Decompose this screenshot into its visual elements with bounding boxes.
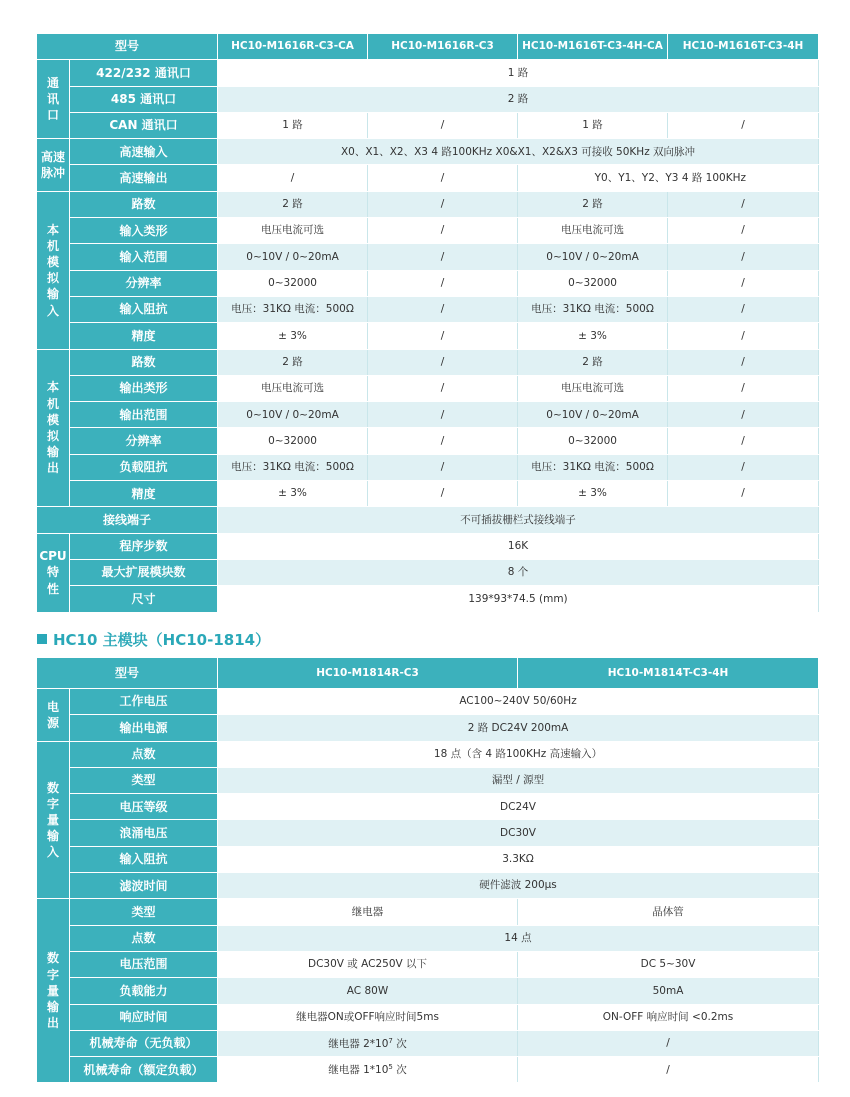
table-row xyxy=(37,586,819,612)
group-ain-label: 本 机 模 拟 输 入 xyxy=(46,222,59,318)
table-row xyxy=(37,349,819,375)
row-label: 输入阻抗 xyxy=(70,846,218,872)
cell-value: / xyxy=(518,1030,819,1056)
model-col-1: HC10-M1814R-C3 xyxy=(218,658,518,689)
model-col-3: HC10-M1616T-C3-4H-CA xyxy=(518,34,668,60)
cell-value: 0~10V / 0~20mA xyxy=(218,244,368,270)
row-label: 输出类形 xyxy=(70,375,218,401)
row-label: 422/232 通讯口 xyxy=(70,60,218,86)
cell-value: 2 路 xyxy=(218,86,819,112)
cell-value: / xyxy=(368,165,518,191)
cell-value: 0~32000 xyxy=(518,428,668,454)
cell-value: 139*93*74.5 (mm) xyxy=(218,586,819,612)
cell-value: 18 点（含 4 路100KHz 高速输入） xyxy=(218,741,819,767)
cell-value: 50mA xyxy=(518,978,819,1004)
cell-value: DC 5~30V xyxy=(518,951,819,977)
exponent: 7 xyxy=(388,1036,393,1045)
cell-value: / xyxy=(668,244,819,270)
table-row xyxy=(37,1057,819,1083)
cell-value: 2 路 xyxy=(218,191,368,217)
exponent: 5 xyxy=(388,1063,393,1071)
cell-value: / xyxy=(368,244,518,270)
cell-value: 0~32000 xyxy=(518,270,668,296)
section-title-text: HC10 主模块（HC10-1814） xyxy=(53,630,271,649)
group-dout-label: 数 字 量 输 出 xyxy=(46,951,59,1031)
header-row xyxy=(37,34,819,60)
cell-value: / xyxy=(668,323,819,349)
row-label: 接线端子 xyxy=(37,507,218,533)
cell-value: / xyxy=(668,112,819,138)
cell-value: 漏型 / 源型 xyxy=(218,767,819,793)
table-row xyxy=(37,820,819,846)
cell-value: 14 点 xyxy=(218,925,819,951)
row-label: 输出范围 xyxy=(70,402,218,428)
cell-value: 电压：31KΩ 电流：500Ω xyxy=(518,296,668,322)
cell-value: / xyxy=(668,375,819,401)
cell-value: / xyxy=(368,112,518,138)
value-text: 继电器 1*10 xyxy=(328,1064,389,1076)
row-label: 电压范围 xyxy=(70,951,218,977)
table-row xyxy=(37,165,819,191)
cell-value: 电压电流可选 xyxy=(218,218,368,244)
table-row xyxy=(37,533,819,559)
cell-value: 电压电流可选 xyxy=(518,375,668,401)
cell-value: 电压：31KΩ 电流：500Ω xyxy=(218,454,368,480)
group-cpu-label: CPU 特 性 xyxy=(39,549,67,596)
row-label: 浪涌电压 xyxy=(70,820,218,846)
cell-value: X0、X1、X2、X3 4 路100KHz X0&X1、X2&X3 可接收 50KHz 双向脉冲 xyxy=(218,139,819,165)
row-label: 机械寿命（无负载） xyxy=(70,1030,218,1056)
table-row xyxy=(37,402,819,428)
table-row xyxy=(37,715,819,741)
model-label: 型号 xyxy=(37,34,218,60)
model-col-4: HC10-M1616T-C3-4H xyxy=(668,34,819,60)
cell-value: 3.3KΩ xyxy=(218,846,819,872)
cell-value: 继电器 xyxy=(218,899,518,925)
spec-table-1814 xyxy=(36,657,819,1083)
cell-value: 电压电流可选 xyxy=(218,375,368,401)
cell-value: 2 路 xyxy=(518,191,668,217)
model-col-2: HC10-M1814T-C3-4H xyxy=(518,658,819,689)
cell-value: ± 3% xyxy=(218,481,368,507)
cell-value: 1 路 xyxy=(218,60,819,86)
table-row xyxy=(37,1030,819,1056)
cell-value: 晶体管 xyxy=(518,899,819,925)
cell-value: 0~10V / 0~20mA xyxy=(518,402,668,428)
group-analog-input xyxy=(37,191,70,349)
group-cpu xyxy=(37,533,70,612)
row-label: 高速输入 xyxy=(70,139,218,165)
cell-value: AC100~240V 50/60Hz xyxy=(218,689,819,715)
table-row xyxy=(37,846,819,872)
value-suffix: 次 xyxy=(392,1064,407,1076)
cell-value: / xyxy=(368,296,518,322)
cell-value: 0~32000 xyxy=(218,428,368,454)
cell-value: 0~10V / 0~20mA xyxy=(218,402,368,428)
row-label: 工作电压 xyxy=(70,689,218,715)
group-digital-input xyxy=(37,741,70,899)
table-row xyxy=(37,741,819,767)
cell-value: / xyxy=(668,402,819,428)
cell-value: 电压：31KΩ 电流：500Ω xyxy=(518,454,668,480)
table-row xyxy=(37,375,819,401)
table-row xyxy=(37,86,819,112)
cell-value: 2 路 xyxy=(518,349,668,375)
cell-value: / xyxy=(368,218,518,244)
group-power-label: 电 源 xyxy=(46,699,59,730)
cell-value: / xyxy=(368,349,518,375)
cell-value: 2 路 xyxy=(218,349,368,375)
table-row xyxy=(37,873,819,899)
cell-value xyxy=(218,1057,518,1083)
group-pulse-label: 高速 脉冲 xyxy=(40,149,65,180)
cell-value: Y0、Y1、Y2、Y3 4 路 100KHz xyxy=(518,165,819,191)
cell-value: / xyxy=(518,1057,819,1083)
cell-value: 0~10V / 0~20mA xyxy=(518,244,668,270)
cell-value: ± 3% xyxy=(518,323,668,349)
row-label: 最大扩展模块数 xyxy=(70,559,218,585)
row-label: 精度 xyxy=(70,481,218,507)
cell-value: / xyxy=(668,296,819,322)
group-comm-label: 通 讯 口 xyxy=(46,75,59,123)
cell-value: / xyxy=(368,375,518,401)
cell-value: 0~32000 xyxy=(218,270,368,296)
group-analog-output xyxy=(37,349,70,507)
spec-table-1616 xyxy=(36,33,819,613)
row-label: 点数 xyxy=(70,925,218,951)
table-row xyxy=(37,191,819,217)
row-label: 分辨率 xyxy=(70,428,218,454)
cell-value: / xyxy=(368,428,518,454)
cell-value: / xyxy=(668,481,819,507)
cell-value: 1 路 xyxy=(518,112,668,138)
row-label: 负载阻抗 xyxy=(70,454,218,480)
cell-value: / xyxy=(668,454,819,480)
square-bullet-icon xyxy=(37,634,47,644)
cell-value xyxy=(218,1030,518,1056)
cell-value: 16K xyxy=(218,533,819,559)
cell-value: 电压电流可选 xyxy=(518,218,668,244)
cell-value: DC30V xyxy=(218,820,819,846)
cell-value: 8 个 xyxy=(218,559,819,585)
cell-value: 继电器ON或OFF响应时间5ms xyxy=(218,1004,518,1030)
row-label: 类型 xyxy=(70,767,218,793)
row-label: 机械寿命（额定负载） xyxy=(70,1057,218,1083)
table-row xyxy=(37,296,819,322)
table-row xyxy=(37,60,819,86)
cell-value: / xyxy=(218,165,368,191)
table-row xyxy=(37,951,819,977)
cell-value: / xyxy=(368,481,518,507)
row-label: 精度 xyxy=(70,323,218,349)
row-label: 尺寸 xyxy=(70,586,218,612)
row-label: CAN 通讯口 xyxy=(70,112,218,138)
cell-value: 不可插拔栅栏式接线端子 xyxy=(218,507,819,533)
row-label: 电压等级 xyxy=(70,794,218,820)
row-label: 分辨率 xyxy=(70,270,218,296)
cell-value: / xyxy=(668,349,819,375)
cell-value: 1 路 xyxy=(218,112,368,138)
table-row xyxy=(37,1004,819,1030)
row-label: 点数 xyxy=(70,741,218,767)
cell-value: 硬件滤波 200μs xyxy=(218,873,819,899)
cell-value: / xyxy=(368,191,518,217)
group-pulse xyxy=(37,139,70,192)
row-label: 类型 xyxy=(70,899,218,925)
cell-value: DC30V 或 AC250V 以下 xyxy=(218,951,518,977)
header-row xyxy=(37,658,819,689)
row-label: 输入范围 xyxy=(70,244,218,270)
model-label: 型号 xyxy=(37,658,218,689)
row-label: 程序步数 xyxy=(70,533,218,559)
row-label: 输出电源 xyxy=(70,715,218,741)
group-digital-output xyxy=(37,899,70,1083)
cell-value: DC24V xyxy=(218,794,819,820)
cell-value: 电压：31KΩ 电流：500Ω xyxy=(218,296,368,322)
group-comm xyxy=(37,60,70,139)
model-col-1: HC10-M1616R-C3-CA xyxy=(218,34,368,60)
table-row xyxy=(37,767,819,793)
table-row xyxy=(37,270,819,296)
table-row xyxy=(37,899,819,925)
row-label: 输入类形 xyxy=(70,218,218,244)
cell-value: / xyxy=(668,428,819,454)
row-label: 负载能力 xyxy=(70,978,218,1004)
group-din-label: 数 字 量 输 入 xyxy=(46,780,59,860)
row-label: 485 通讯口 xyxy=(70,86,218,112)
table-row xyxy=(37,978,819,1004)
row-label: 输入阻抗 xyxy=(70,296,218,322)
row-label: 路数 xyxy=(70,349,218,375)
table-row xyxy=(37,925,819,951)
table-row xyxy=(37,428,819,454)
table-row xyxy=(37,218,819,244)
value-text: 继电器 2*10 xyxy=(328,1037,389,1050)
table-row xyxy=(37,689,819,715)
cell-value: 2 路 DC24V 200mA xyxy=(218,715,819,741)
cell-value: / xyxy=(668,218,819,244)
row-label: 路数 xyxy=(70,191,218,217)
cell-value: / xyxy=(368,323,518,349)
table-row xyxy=(37,507,819,533)
cell-value: ± 3% xyxy=(218,323,368,349)
cell-value: / xyxy=(368,270,518,296)
cell-value: AC 80W xyxy=(218,978,518,1004)
cell-value: ON-OFF 响应时间 <0.2ms xyxy=(518,1004,819,1030)
table-row xyxy=(37,244,819,270)
row-label: 高速输出 xyxy=(70,165,218,191)
cell-value: ± 3% xyxy=(518,481,668,507)
cell-value: / xyxy=(368,454,518,480)
value-suffix: 次 xyxy=(392,1037,407,1050)
row-label: 滤波时间 xyxy=(70,873,218,899)
model-col-2: HC10-M1616R-C3 xyxy=(368,34,518,60)
cell-value: / xyxy=(368,402,518,428)
table-row xyxy=(37,559,819,585)
table-row xyxy=(37,454,819,480)
group-power xyxy=(37,689,70,742)
cell-value: / xyxy=(668,191,819,217)
table-row xyxy=(37,112,819,138)
table-row xyxy=(37,481,819,507)
row-label: 响应时间 xyxy=(70,1004,218,1030)
group-aout-label: 本 机 模 拟 输 出 xyxy=(46,380,59,476)
cell-value: / xyxy=(668,270,819,296)
table-row xyxy=(37,794,819,820)
table-row xyxy=(37,139,819,165)
section-title xyxy=(37,628,270,650)
table-row xyxy=(37,323,819,349)
